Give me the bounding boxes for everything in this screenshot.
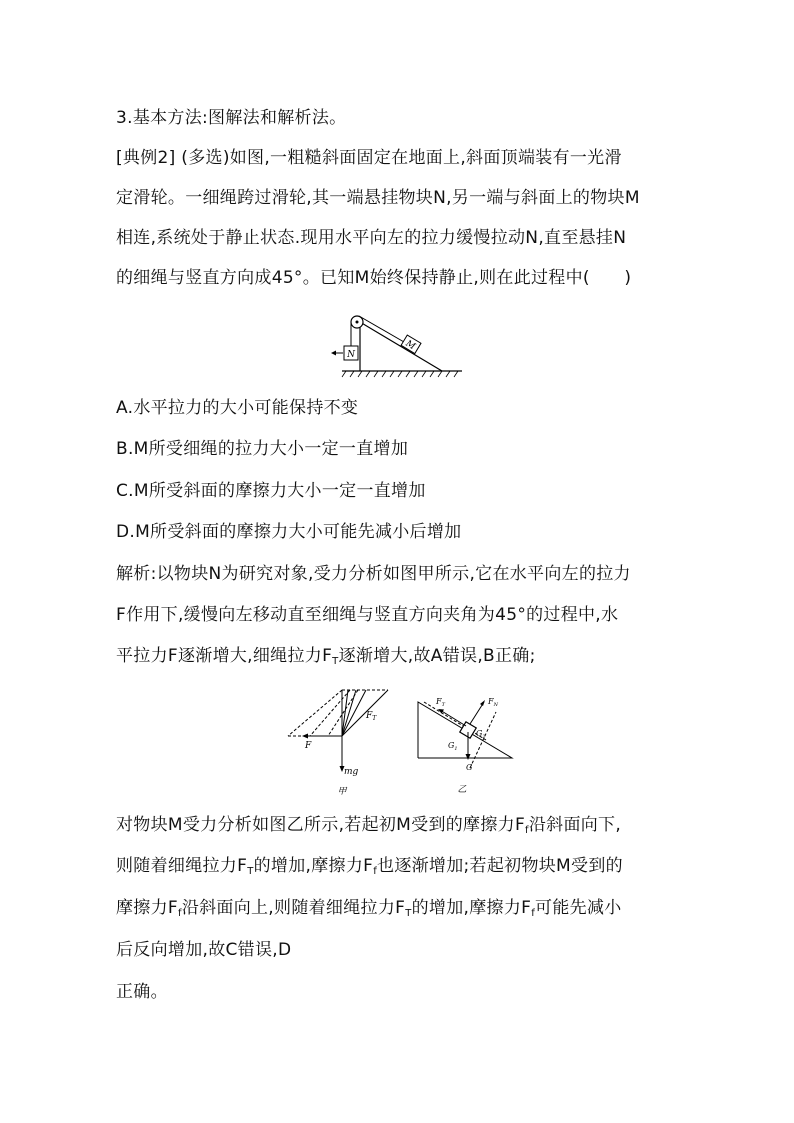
ground-hatching xyxy=(342,371,458,377)
conclusion-line-3: 摩擦力$F_f$沿斜面向上,则随着细绳拉力$F_T$的增加,摩擦力$F_f$可能先减小 xyxy=(116,898,622,919)
option-d: D.M所受斜面的摩擦力大小可能先减小后增加 xyxy=(116,522,462,542)
jia-label-ft: $F_T$ xyxy=(366,711,377,722)
option-b: B.M所受细绳的拉力大小一定一直增加 xyxy=(116,439,409,459)
conclusion-line-5: 正确。 xyxy=(116,982,168,1002)
analysis-line-3: 平拉力F逐渐增大,细绳拉力$F_T$逐渐增大,故A错误,B正确; xyxy=(116,646,536,667)
conclusion-line-2: 则随着细绳拉力$F_T$的增加,摩擦力$F_f$也逐渐增加;若起初物块M受到的 xyxy=(116,856,623,877)
yi-caption: 乙 xyxy=(457,785,467,795)
block-n-label: N xyxy=(347,350,355,360)
yi-label-g2: $G_2$ xyxy=(476,729,486,740)
yi-label-fn: $F_N$ xyxy=(488,697,498,708)
example-line-4: 的细绳与竖直方向成45°。已知M始终保持静止,则在此过程中( ) xyxy=(116,268,632,288)
conclusion-line-4: 后反向增加,故C错误,D xyxy=(116,940,292,960)
block-m-label: M xyxy=(403,338,417,353)
example-line-2: 定滑轮。一细绳跨过滑轮,其一端悬挂物块N,另一端与斜面上的物块M xyxy=(116,188,640,208)
option-c: C.M所受斜面的摩擦力大小一定一直增加 xyxy=(116,481,426,501)
method-heading: 3.基本方法:图解法和解析法。 xyxy=(116,108,347,128)
jia-label-mg: mg xyxy=(344,767,359,777)
example-line-3: 相连,系统处于静止状态.现用水平向左的拉力缓慢拉动N,直至悬挂N xyxy=(116,228,627,248)
yi-label-ft: $F_T$ xyxy=(436,697,445,708)
jia-caption: 甲 xyxy=(337,787,347,797)
analysis-line-2: F作用下,缓慢向左移动直至细绳与竖直方向夹角为45°的过程中,水 xyxy=(116,605,619,625)
option-a: A.水平拉力的大小可能保持不变 xyxy=(116,398,359,418)
yi-label-g1: $G_1$ xyxy=(448,741,458,752)
conclusion-line-1: 对物块M受力分析如图乙所示,若起初M受到的摩擦力$F_f$沿斜面向下, xyxy=(116,815,622,836)
jia-label-f: F xyxy=(305,741,312,751)
figure-jia xyxy=(278,686,394,798)
figure-yi xyxy=(410,692,516,798)
incline-pulley-figure xyxy=(330,308,470,380)
yi-label-g: G xyxy=(466,763,473,772)
example-line-1: [典例2] (多选)如图,一粗糙斜面固定在地面上,斜面顶端装有一光滑 xyxy=(116,148,622,168)
analysis-line-1: 解析:以物块N为研究对象,受力分析如图甲所示,它在水平向左的拉力 xyxy=(116,564,631,584)
